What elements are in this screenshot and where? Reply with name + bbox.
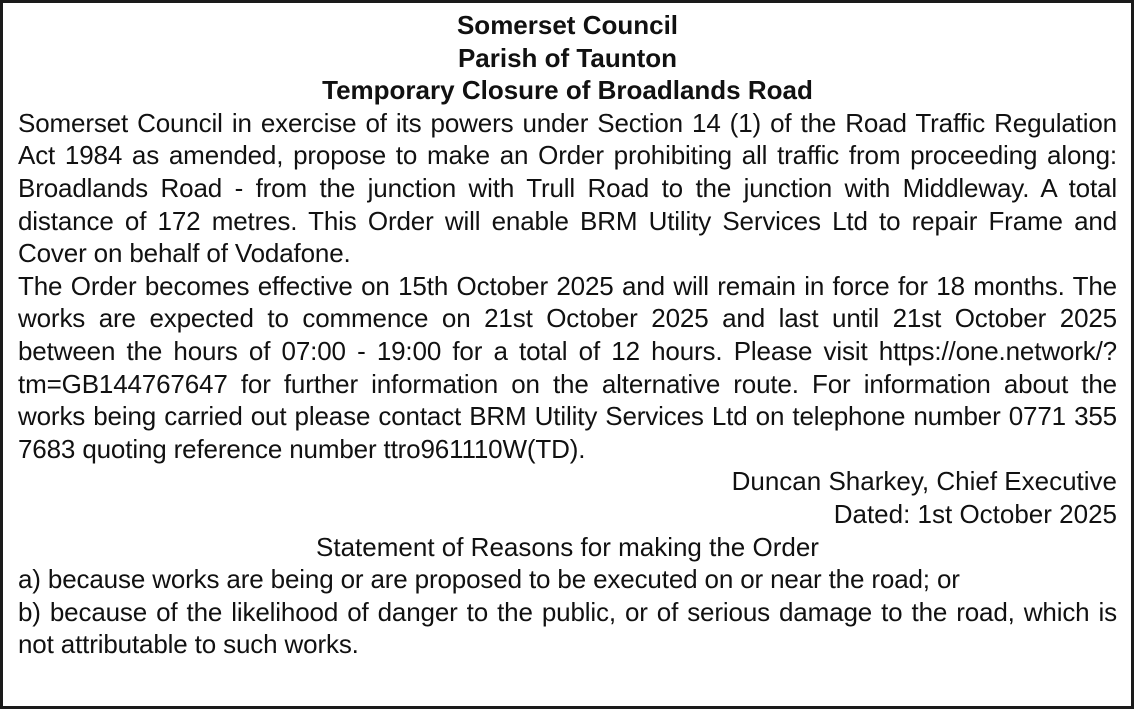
parish-name: Parish of Taunton (457, 42, 678, 73)
order-details-paragraph: The Order becomes effective on 15th October 2025 and will remain in force for 18 months. The works are expected to commence on 21st October 2025 and last until 21st October 2025 between the hours of 07:00 - 19:00 for a total of 12 hours. Please visit https://one.network/?tm=GB144767647 for further information on the alternative route. For information about the works being carried out please contact BRM Utility Services Ltd on telephone number 0771 355 7683 quoting reference number ttro961110W(TD). (18, 270, 1117, 464)
reason-a: a) because works are being or are proposed to be executed on or near the road; or (18, 564, 960, 595)
signatory: Duncan Sharkey, Chief Executive (731, 466, 1117, 497)
council-name: Somerset Council (456, 10, 679, 40)
notice-title: Temporary Closure of Broadlands Road (322, 75, 813, 106)
reason-b: b) because of the likelihood of danger to the public, or of serious damage to the road, which is not attributable to such works. (18, 596, 1117, 660)
date-line: Dated: 1st October 2025 (833, 498, 1117, 529)
order-proposal-paragraph: Somerset Council in exercise of its powers under Section 14 (1) of the Road Traffic Regulation Act 1984 as amended, propose to make an Order prohibiting all traffic from proceeding along: Broadlands Road - from the junction with Trull Road to the junction with Middleway. A total distance of 172 metres. This Order will enable BRM Utility Services Ltd to repair Frame and Cover on behalf of Vodafone. (18, 107, 1117, 269)
reasons-title: Statement of Reasons for making the Order (316, 531, 819, 562)
